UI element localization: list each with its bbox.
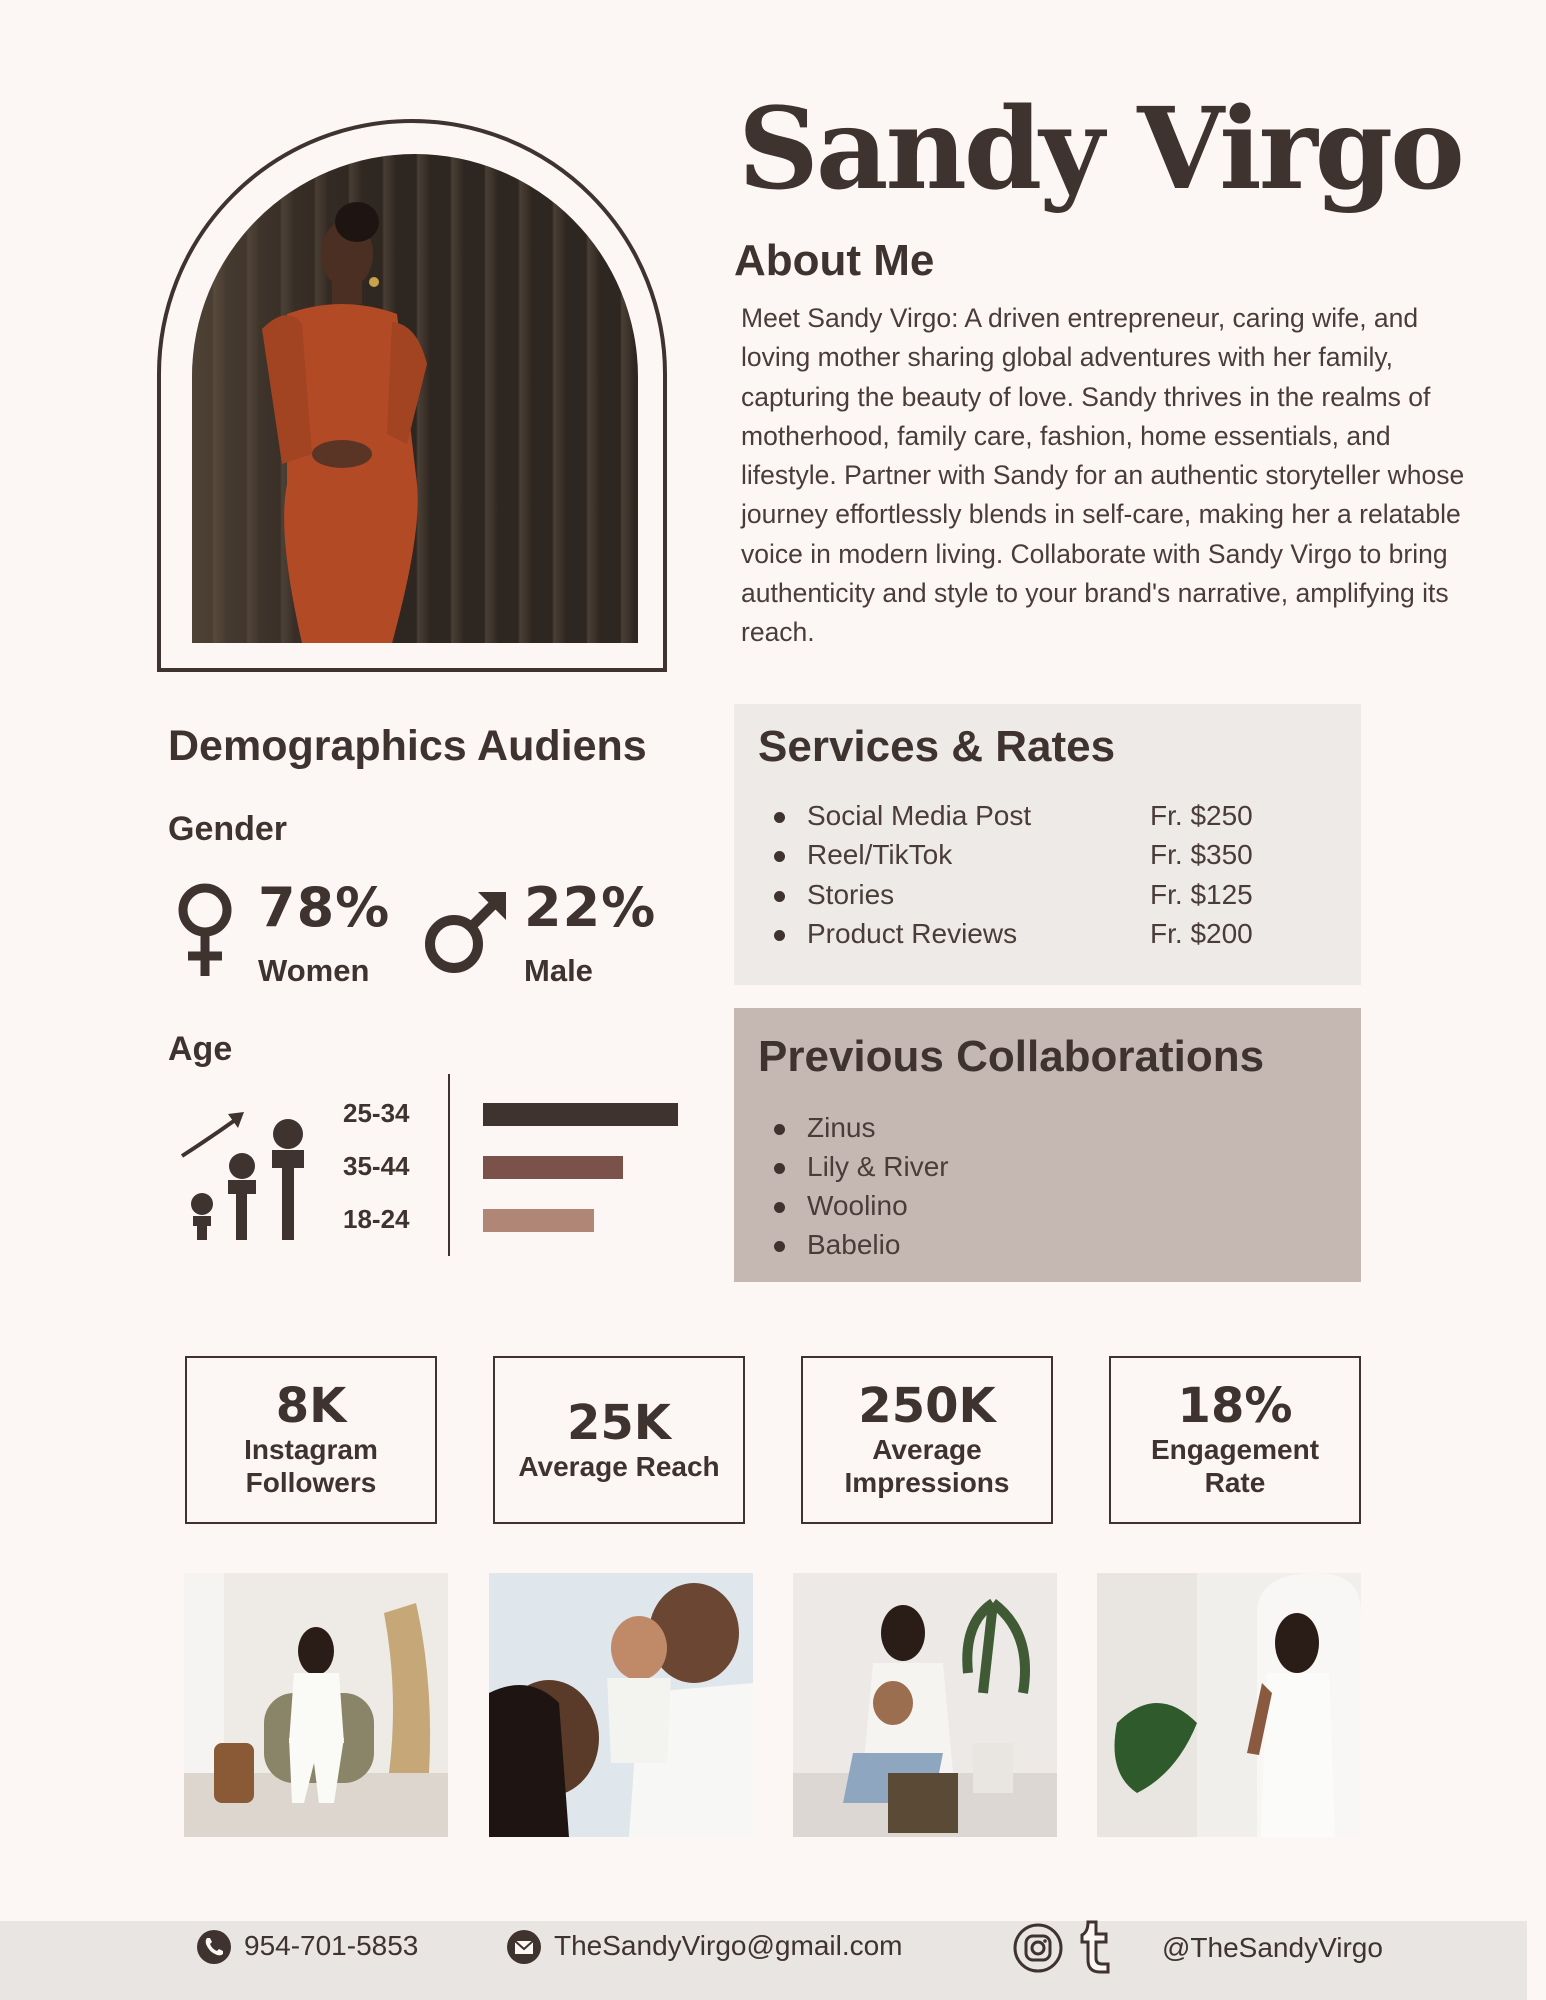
age-bar: [483, 1209, 594, 1232]
portrait-illustration: [192, 154, 638, 643]
gallery-photo: [489, 1573, 753, 1837]
collaborations-title: Previous Collaborations: [758, 1032, 1265, 1081]
age-label: 35-44: [343, 1151, 410, 1181]
women-percentage: 78%: [258, 876, 391, 939]
collaboration-item: [774, 1112, 875, 1144]
stat-label: Instagram Followers: [244, 1433, 378, 1499]
stat-value: 25K: [567, 1394, 671, 1451]
photo-woman-standing: [1097, 1573, 1361, 1837]
stat-engagement-rate: [1109, 1356, 1361, 1524]
collaboration-name: Zinus: [807, 1112, 876, 1143]
service-name: Reel/TikTok: [807, 839, 953, 870]
gender-title: Gender: [168, 810, 288, 848]
about-text: Meet Sandy Virgo: A driven entrepreneur, caring wife, and loving mother sharing global adventures with her family, capturing the beauty of love. Sandy thrives in the realms of motherhood, family care, fashion, home essentials, and lifestyle. Partner with Sandy for an authentic storyteller whose journey effortlessly blends in self-care, making her a relatable voice in modern living. Collaborate with Sandy Virgo to bring authenticity and style to your brand's narrative, amplifying its reach.: [741, 303, 1465, 648]
photo-family: [489, 1573, 753, 1837]
about-title: About Me: [734, 236, 935, 285]
stat-value: 8K: [275, 1378, 347, 1434]
collaborations-panel: [734, 1008, 1361, 1282]
bullet-icon: [774, 1124, 785, 1135]
demographics-title: Demographics Audiens: [168, 722, 647, 770]
bullet-icon: [774, 930, 785, 941]
service-name: Social Media Post: [807, 800, 1032, 831]
photo-woman-armchair: [184, 1573, 448, 1837]
portrait-photo: [192, 154, 638, 643]
male-symbol-icon: [420, 888, 510, 978]
bullet-icon: [774, 851, 785, 862]
stat-label: Average Impressions: [844, 1433, 1010, 1499]
service-name: Product Reviews: [807, 918, 1018, 949]
bullet-icon: [774, 1202, 785, 1213]
social-handle[interactable]: @TheSandyVirgo: [1162, 1932, 1383, 1963]
photo-mother-child: [793, 1573, 1057, 1837]
bullet-icon: [774, 812, 785, 823]
instagram-icon[interactable]: [1012, 1922, 1064, 1974]
bullet-icon: [774, 1163, 785, 1174]
collaboration-item: [774, 1190, 908, 1222]
collaboration-name: Woolino: [807, 1190, 908, 1221]
stat-label: Engagement Rate: [1150, 1433, 1320, 1499]
gallery-photo: [793, 1573, 1057, 1837]
service-price: Fr. $125: [1150, 879, 1253, 910]
stat-average-reach: [493, 1356, 745, 1524]
services-title: Services & Rates: [758, 722, 1116, 771]
service-item: [774, 800, 1031, 832]
age-axis-divider: [448, 1074, 450, 1256]
age-label: 25-34: [343, 1098, 410, 1128]
gallery-photo: [184, 1573, 448, 1837]
service-item: [774, 879, 894, 911]
service-price: Fr. $200: [1150, 918, 1253, 949]
service-price: Fr. $350: [1150, 839, 1253, 870]
female-symbol-icon: [170, 880, 240, 980]
male-percentage: 22%: [524, 876, 657, 939]
email-address[interactable]: TheSandyVirgo@gmail.com: [554, 1930, 903, 1961]
phone-icon: [196, 1929, 232, 1965]
stat-label: Average Reach: [518, 1450, 720, 1482]
gallery-photo: [1097, 1573, 1361, 1837]
service-name: Stories: [807, 879, 895, 910]
services-panel: [734, 704, 1361, 985]
male-label: Male: [524, 953, 593, 988]
collaboration-name: Babelio: [807, 1229, 901, 1260]
women-label: Women: [258, 953, 370, 988]
tumblr-icon[interactable]: [1072, 1918, 1118, 1976]
bullet-icon: [774, 1241, 785, 1252]
page-title: Sandy Virgo: [738, 84, 1462, 215]
collaboration-item: [774, 1229, 900, 1261]
bullet-icon: [774, 891, 785, 902]
service-item: [774, 839, 952, 871]
email-icon: [506, 1929, 542, 1965]
stat-average-impressions: [801, 1356, 1053, 1524]
collaboration-name: Lily & River: [807, 1151, 949, 1182]
service-price: Fr. $250: [1150, 800, 1253, 831]
stat-value: 18%: [1177, 1378, 1293, 1434]
age-bar: [483, 1103, 678, 1126]
collaboration-item: [774, 1151, 949, 1183]
age-growth-icon: [180, 1108, 310, 1240]
stat-instagram-followers: [185, 1356, 437, 1524]
age-label: 18-24: [343, 1204, 410, 1234]
age-bar: [483, 1156, 623, 1179]
stat-value: 250K: [858, 1378, 996, 1434]
age-title: Age: [168, 1030, 233, 1068]
phone-number[interactable]: 954-701-5853: [244, 1930, 419, 1961]
service-item: [774, 918, 1017, 950]
